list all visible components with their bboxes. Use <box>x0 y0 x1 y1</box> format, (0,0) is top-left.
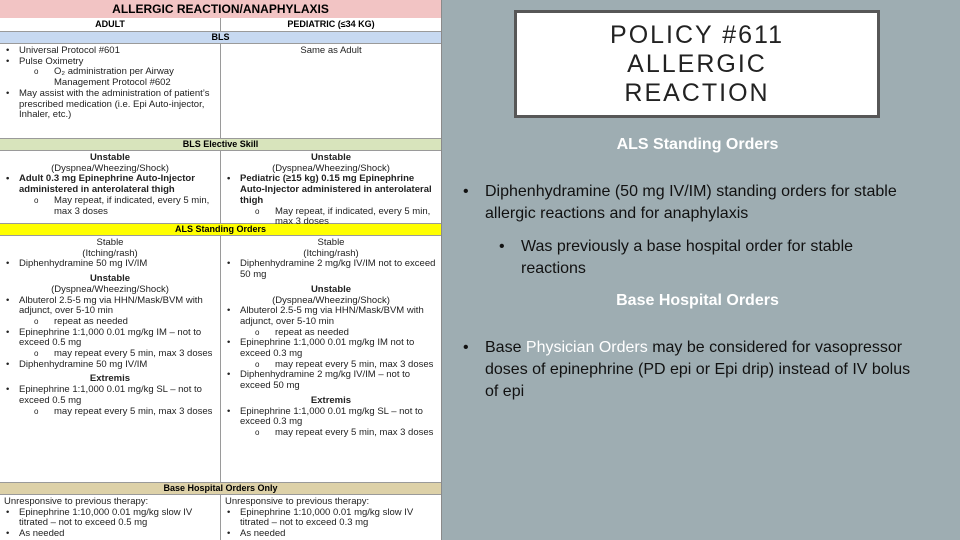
als-standing-orders-band: ALS Standing Orders <box>0 223 441 236</box>
protocol-subheading: Stable <box>96 237 124 248</box>
base-hospital-orders-heading: Base Hospital Orders <box>616 292 779 309</box>
policy-title-line: ALLERGIC <box>627 49 767 78</box>
sub-bullet-previous-order-text: Was previously a base hospital order for stable reactions <box>521 238 854 277</box>
elective-adult-item: • Adult 0.3 mg Epinephrine Auto-Injector administered in anterolateral thigh <box>4 174 216 195</box>
protocol-title: ALLERGIC REACTION/ANAPHYLAXIS <box>0 0 441 18</box>
policy-title-line: REACTION <box>624 78 770 107</box>
protocol-bullet-item: • Diphenhydramine 50 mg IV/IM <box>4 360 216 371</box>
column-header-adult: ADULT <box>95 19 125 29</box>
protocol-heading: Extremis <box>310 394 352 406</box>
als-section <box>0 236 441 482</box>
elective-adult-subitem: o May repeat, if indicated, every 5 min, max 3 doses <box>4 196 216 217</box>
protocol-subheading: (Itching/rash) <box>82 247 138 259</box>
bls-adult-column <box>0 44 220 138</box>
protocol-subheading: (Itching/rash) <box>303 247 359 259</box>
protocol-bullet-item: • Diphenhydramine 50 mg IV/IM <box>4 259 216 270</box>
base-hospital-band: Base Hospital Orders Only <box>0 482 441 495</box>
protocol-bullet-item: • Epinephrine 1:1,000 0.01 mg/kg IM not to exceed 0.3 mg <box>225 338 437 359</box>
protocol-subitem: o repeat as needed <box>225 328 437 339</box>
protocol-subheading: (Dyspnea/Wheezing/Shock) <box>51 283 169 295</box>
protocol-bullet-item: • Epinephrine 1:1,000 0.01 mg/kg IM – not to exceed 0.5 mg <box>4 328 216 349</box>
protocol-bullet-item: • Epinephrine 1:10,000 0.01 mg/kg slow IV titrated – not to exceed 0.3 mg <box>225 508 437 529</box>
protocol-bullet-item: • As needed <box>225 529 437 540</box>
base-adult-column <box>0 495 220 540</box>
base-pediatric-column <box>220 495 441 540</box>
protocol-document <box>0 0 442 540</box>
protocol-bullet-item: • As needed <box>4 529 216 540</box>
protocol-bullet-item: • Pulse Oximetry <box>4 57 216 68</box>
protocol-subitem: o O₂ administration per Airway Management Protocol #602 <box>4 67 216 88</box>
protocol-heading: Unstable <box>89 273 131 285</box>
sub-bullet-previous-order <box>499 236 921 280</box>
column-headers <box>0 18 441 31</box>
physician-orders-highlight: Physician Orders <box>525 339 648 356</box>
protocol-subitem: o may repeat every 5 min, max 3 doses <box>225 360 437 371</box>
elective-adult-heading: Unstable <box>89 152 131 163</box>
bls-band: BLS <box>0 31 441 44</box>
bullet-dot: • <box>463 183 469 200</box>
policy-title-box <box>514 10 880 118</box>
protocol-bullet-item: • Universal Protocol #601 <box>4 46 216 57</box>
bls-pediatric-column <box>220 44 441 138</box>
elective-pediatric-heading: Unstable <box>310 152 352 163</box>
protocol-text: Unresponsive to previous therapy: <box>225 496 370 507</box>
als-standing-orders-heading: ALS Standing Orders <box>616 136 779 153</box>
bls-pediatric-text: Same as Adult <box>300 45 362 56</box>
elective-adult-column <box>0 151 220 223</box>
bullet-base-physician-post: may be considered for vasopressor doses of epinephrine (PD epi or Epi drip) instead of IV bolus of epi <box>485 339 911 400</box>
bullet-base-physician <box>463 337 925 403</box>
elective-pediatric-subitem: o May repeat, if indicated, every 5 min, max 3 doses <box>225 207 437 228</box>
protocol-subitem: o may repeat every 5 min, max 3 doses <box>225 428 437 439</box>
base-hospital-section <box>0 495 441 540</box>
protocol-subitem: o may repeat every 5 min, max 3 doses <box>4 349 216 360</box>
protocol-heading: Extremis <box>89 373 131 385</box>
bullet-diphenhydramine <box>463 181 915 225</box>
bls-elective-band: BLS Elective Skill <box>0 138 441 151</box>
protocol-subitem: o repeat as needed <box>4 317 216 328</box>
elective-pediatric-item: • Pediatric (≥15 kg) 0.15 mg Epinephrine Auto-Injector administered in anterolateral thigh <box>225 174 437 206</box>
protocol-subitem: o may repeat every 5 min, max 3 doses <box>4 407 216 418</box>
protocol-bullet-item: • Epinephrine 1:10,000 0.01 mg/kg slow IV titrated – not to exceed 0.5 mg <box>4 508 216 529</box>
als-pediatric-column <box>220 236 441 482</box>
bullet-dot: • <box>463 339 469 356</box>
protocol-bullet-item: • Albuterol 2.5-5 mg via HHN/Mask/BVM with adjunct, over 5-10 min <box>4 296 216 317</box>
protocol-bullet-item: • Epinephrine 1:1,000 0.01 mg/kg SL – not to exceed 0.3 mg <box>225 407 437 428</box>
policy-title-line: POLICY #611 <box>610 20 784 49</box>
bullet-diphenhydramine-text: Diphenhydramine (50 mg IV/IM) standing orders for stable allergic reactions and for anaphylaxis <box>485 183 897 222</box>
bls-elective-section <box>0 151 441 228</box>
protocol-bullet-item: • May assist with the administration of patient’s prescribed medication (i.e. Epi Auto-injector, Inhaler, etc.) <box>4 89 216 121</box>
als-adult-column <box>0 236 220 482</box>
protocol-heading: Unstable <box>310 283 352 295</box>
elective-pediatric-column <box>220 151 441 228</box>
protocol-bullet-item: • Diphenhydramine 2 mg/kg IV/IM not to exceed 50 mg <box>225 259 437 280</box>
bullet-base-physician-pre: Base <box>485 339 526 356</box>
protocol-subheading: (Dyspnea/Wheezing/Shock) <box>272 294 390 306</box>
elective-adult-subheading: (Dyspnea/Wheezing/Shock) <box>51 162 169 174</box>
protocol-bullet-item: • Albuterol 2.5-5 mg via HHN/Mask/BVM with adjunct, over 5-10 min <box>225 306 437 327</box>
protocol-bullet-item: • Diphenhydramine 2 mg/kg IV/IM – not to exceed 50 mg <box>225 370 437 391</box>
column-header-pediatric: PEDIATRIC (≤34 KG) <box>220 18 441 31</box>
protocol-subheading: Stable <box>317 237 345 248</box>
elective-pediatric-subheading: (Dyspnea/Wheezing/Shock) <box>272 162 390 174</box>
protocol-text: Unresponsive to previous therapy: <box>4 496 149 507</box>
bls-section <box>0 44 441 138</box>
bullet-dot: • <box>499 238 505 255</box>
protocol-bullet-item: • Epinephrine 1:1,000 0.01 mg/kg SL – not to exceed 0.5 mg <box>4 385 216 406</box>
